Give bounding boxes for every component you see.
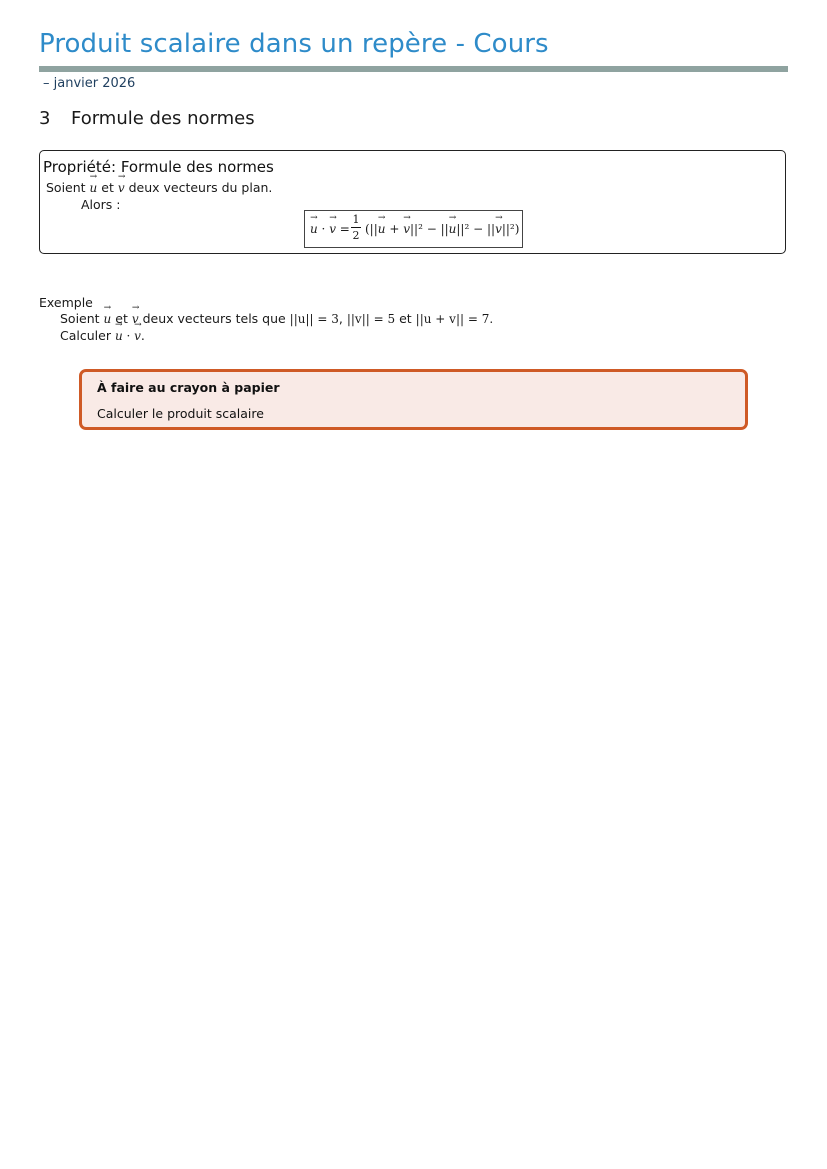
- vector-u: → u: [90, 181, 98, 195]
- text-fragment: Soient: [46, 180, 90, 195]
- section-heading: [39, 108, 255, 129]
- example-question: [60, 328, 145, 343]
- dot-operator: ·: [122, 329, 135, 343]
- property-statement: [46, 180, 272, 195]
- text-fragment: Soient: [60, 311, 104, 326]
- vector-v: → v: [329, 222, 336, 236]
- dot-operator: ·: [317, 222, 330, 236]
- vector-v: → v: [118, 181, 125, 195]
- text-fragment: et: [111, 311, 132, 326]
- vector-v: → v: [134, 329, 141, 343]
- text-fragment: et: [395, 311, 416, 326]
- text-fragment: Calculer: [60, 328, 115, 343]
- vector-u: → u: [378, 222, 386, 236]
- fraction-denominator: 2: [352, 229, 360, 242]
- fraction-bar: [351, 227, 361, 228]
- vector-u: → u: [449, 222, 457, 236]
- formula-fragment: ||² − ||: [409, 222, 449, 236]
- vector-v: → v: [403, 222, 410, 236]
- page-title: Produit scalaire dans un repère - Cours: [39, 29, 549, 59]
- text-fragment: deux vecteurs du plan.: [124, 180, 273, 195]
- text-fragment: .: [140, 328, 145, 343]
- formula-fragment: ||² − ||: [456, 222, 496, 236]
- formula-right: [365, 222, 519, 236]
- vector-u: → u: [310, 222, 318, 236]
- text-fragment: deux vecteurs tels que: [138, 311, 290, 326]
- vector-v: → v: [132, 312, 139, 326]
- vector-u: → u: [115, 329, 123, 343]
- document-date: – janvier 2026: [43, 76, 136, 91]
- pencil-task-box: [79, 369, 748, 430]
- fraction-numerator: 1: [352, 213, 360, 226]
- example-statement: [60, 311, 493, 326]
- formula-box: [304, 210, 523, 248]
- property-title: Propriété: Formule des normes: [43, 158, 274, 176]
- fraction-half: [351, 213, 361, 242]
- task-title: À faire au crayon à papier: [97, 380, 280, 395]
- plus-operator: +: [385, 222, 404, 236]
- formula-fragment: (||: [365, 222, 378, 236]
- norm-u: ||u|| = 3: [289, 312, 339, 326]
- property-box: [39, 150, 786, 254]
- task-text: Calculer le produit scalaire: [97, 406, 264, 421]
- example-title: Exemple: [39, 295, 93, 310]
- section-number: 3: [39, 108, 51, 129]
- section-title: Formule des normes: [71, 108, 255, 129]
- vector-v: → v: [495, 222, 502, 236]
- vector-u: → u: [104, 312, 112, 326]
- text-fragment: ,: [338, 311, 347, 326]
- formula-fragment: ||²): [501, 222, 520, 236]
- norm-u-plus-v: ||u + v|| = 7.: [415, 312, 494, 326]
- formula-left: [310, 222, 350, 236]
- text-fragment: et: [97, 180, 118, 195]
- title-rule: [39, 66, 788, 72]
- equals-sign: =: [335, 222, 350, 236]
- property-then: Alors :: [81, 197, 121, 212]
- norm-v: ||v|| = 5: [346, 312, 396, 326]
